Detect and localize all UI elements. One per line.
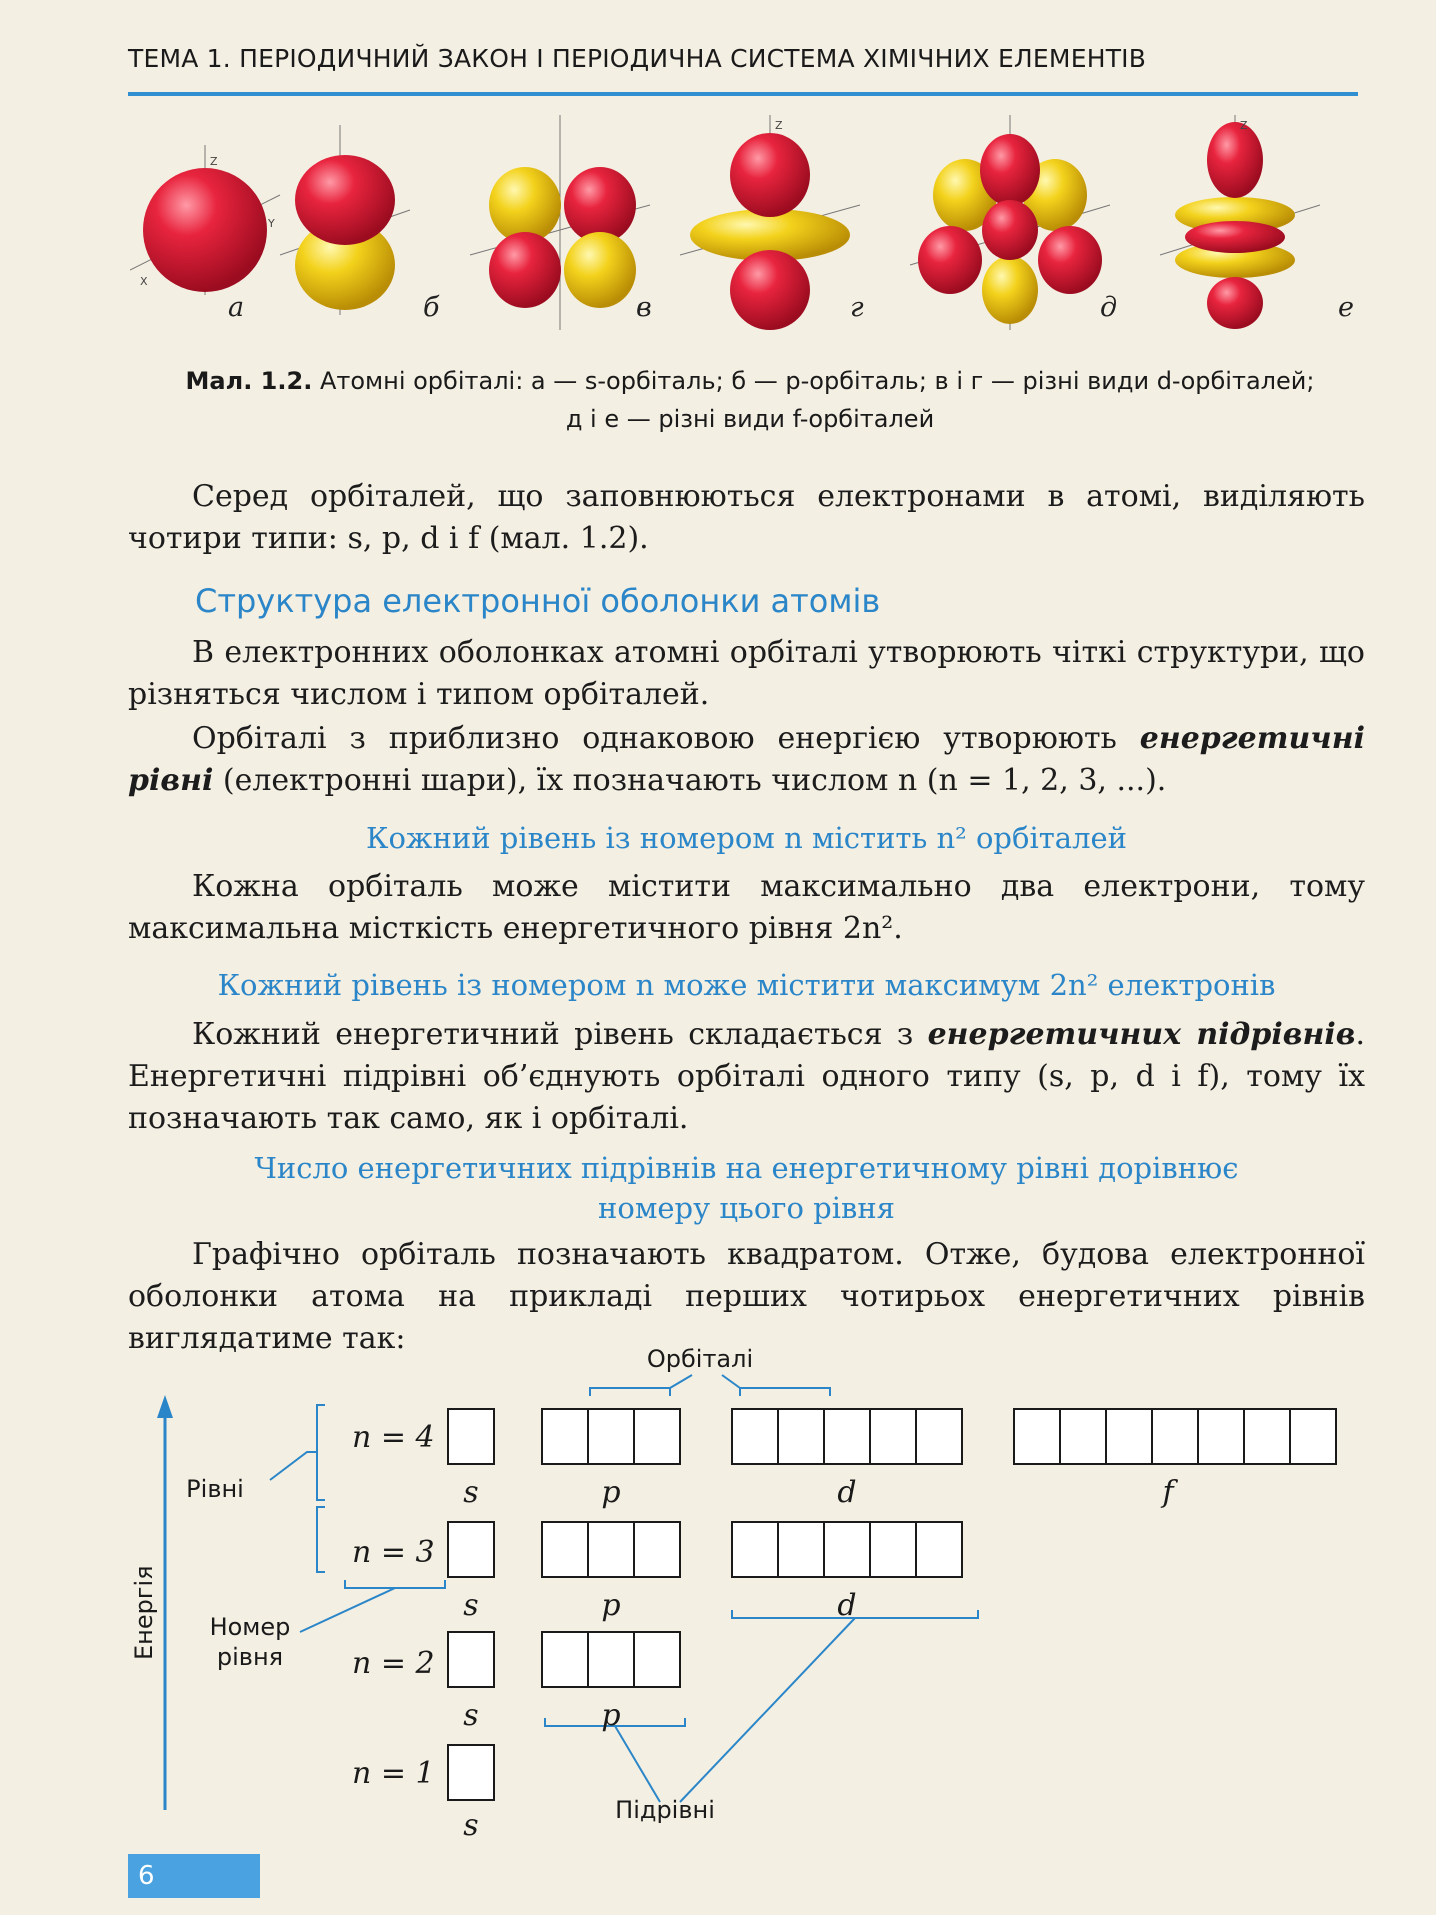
level-label-n4: n = 4 bbox=[352, 1420, 435, 1455]
paragraph-4-text: Кожна орбіталь може містити максимально два електрони, тому максимальна місткість енергетичного рівня 2n². bbox=[128, 869, 1365, 946]
orbital-box bbox=[588, 1409, 634, 1464]
orbital-box bbox=[634, 1632, 680, 1687]
running-header: ТЕМА 1. ПЕРІОДИЧНИЙ ЗАКОН І ПЕРІОДИЧНА СИСТЕМА ХІМІЧНИХ ЕЛЕМЕНТІВ bbox=[128, 44, 1147, 73]
orbital-box bbox=[1290, 1409, 1336, 1464]
rule-3-line-2: номеру цього рівня bbox=[598, 1191, 895, 1225]
paragraph-2 bbox=[128, 632, 1365, 716]
sublevel-letter-s: s bbox=[463, 1698, 479, 1733]
orbital-box bbox=[448, 1745, 494, 1800]
orbital-box bbox=[588, 1522, 634, 1577]
orbital-box bbox=[778, 1409, 824, 1464]
orbital-box bbox=[588, 1632, 634, 1687]
orbital-box bbox=[1014, 1409, 1060, 1464]
paragraph-6-text: Графічно орбіталь позначають квадратом. Отже, будова електронної оболонки атома на прикладі перших чотирьох енергетичних рівнів виглядатиме так: bbox=[128, 1237, 1365, 1356]
d-orbital-image-1 bbox=[489, 167, 636, 308]
orbital-box bbox=[542, 1632, 588, 1687]
sublevel-letter-d: d bbox=[837, 1588, 857, 1623]
caption-line-2: д і е — різні види f-орбіталей bbox=[565, 405, 935, 433]
rule-3 bbox=[128, 1148, 1365, 1228]
paragraph-5 bbox=[128, 1014, 1365, 1140]
rule-3-line-1: Число енергетичних підрівнів на енергетичному рівні дорівнює bbox=[254, 1151, 1239, 1185]
orbital-box bbox=[1060, 1409, 1106, 1464]
caption-label: Мал. 1.2. bbox=[185, 367, 313, 395]
figure-label-d: д bbox=[1100, 292, 1118, 323]
sublevel-letter-p: p bbox=[601, 1588, 621, 1623]
levels-label: Рівні bbox=[186, 1475, 244, 1503]
sublevel-letter-s: s bbox=[463, 1588, 479, 1623]
paragraph-5-text-a: Кожний енергетичний рівень складається з bbox=[192, 1017, 928, 1052]
section-heading: Структура електронної оболонки атомів bbox=[195, 582, 881, 620]
figure-label-v: в bbox=[636, 292, 652, 323]
paragraph-4 bbox=[128, 866, 1365, 950]
orbital-box bbox=[634, 1522, 680, 1577]
level-label-n2: n = 2 bbox=[352, 1646, 435, 1681]
level-number-label-1: Номер bbox=[209, 1613, 291, 1641]
rule-2: Кожний рівень із номером n може містити максимум 2n² електронів bbox=[217, 968, 1276, 1002]
orbital-box bbox=[824, 1409, 870, 1464]
axis-label: Z bbox=[775, 119, 783, 132]
paragraph-2-text: В електронних оболонках атомні орбіталі утворюють чіткі структури, що різняться числом і типом орбіталей. bbox=[128, 635, 1365, 712]
figure-label-b: б bbox=[423, 292, 440, 323]
orbital-box bbox=[1244, 1409, 1290, 1464]
energy-level-diagram bbox=[120, 1340, 1360, 1840]
orbital-box bbox=[916, 1409, 962, 1464]
sublevel-letter-s: s bbox=[463, 1808, 479, 1840]
orbital-box bbox=[448, 1522, 494, 1577]
orbital-box bbox=[824, 1522, 870, 1577]
level-label-n3: n = 3 bbox=[352, 1535, 435, 1570]
d-orbital-image-2 bbox=[690, 133, 850, 330]
orbital-box bbox=[1198, 1409, 1244, 1464]
paragraph-3-text-c: (електронні шари), їх позначають числом n (n = 1, 2, 3, ...). bbox=[213, 763, 1167, 798]
sublevel-letter-p: p bbox=[601, 1475, 621, 1510]
energy-arrow bbox=[157, 1395, 173, 1810]
sublevel-letter-p: p bbox=[601, 1698, 621, 1733]
orbital-box bbox=[448, 1632, 494, 1687]
s-orbital-image bbox=[143, 168, 267, 292]
energy-axis-label: Енергія bbox=[130, 1565, 158, 1660]
rule-1: Кожний рівень із номером n містить n² орбіталей bbox=[366, 821, 1127, 855]
orbital-box bbox=[1106, 1409, 1152, 1464]
paragraph-5-text-c: . Енергетичні підрівні об’єднують орбіталі одного типу (s, p, d і f), тому їх позначають так само, як і орбіталі. bbox=[128, 1017, 1366, 1136]
paragraph-3-text-a: Орбіталі з приблизно однаковою енергією утворюють bbox=[192, 721, 1140, 756]
orbital-box bbox=[542, 1522, 588, 1577]
level-number-label-2: рівня bbox=[216, 1643, 284, 1671]
paragraph-3 bbox=[128, 718, 1365, 802]
orbital-box bbox=[1152, 1409, 1198, 1464]
sublevel-letter-f: f bbox=[1162, 1475, 1174, 1510]
axis-label: Y bbox=[268, 217, 275, 230]
orbital-box bbox=[542, 1409, 588, 1464]
p-orbital-image bbox=[295, 155, 395, 310]
f-orbital-image-2 bbox=[1175, 122, 1295, 329]
orbital-box bbox=[916, 1522, 962, 1577]
header-rule bbox=[128, 92, 1358, 96]
orbital-box bbox=[870, 1522, 916, 1577]
axis-label: Z bbox=[210, 155, 218, 168]
term-energy-levels: енергетичні рівні bbox=[128, 721, 1365, 798]
caption-line-1: Атомні орбіталі: а — s-орбіталь; б — p-орбіталь; в і г — різні види d-орбіталей; bbox=[312, 367, 1315, 395]
orbital-box bbox=[634, 1409, 680, 1464]
paragraph-1-text: Серед орбіталей, що заповнюються електронами в атомі, виділяють чотири типи: s, p, d і f (мал. 1.2). bbox=[128, 479, 1365, 556]
f-orbital-image-1 bbox=[918, 134, 1102, 324]
figure-label-a: а bbox=[228, 292, 245, 323]
orbital-box bbox=[778, 1522, 824, 1577]
sublevel-letter-s: s bbox=[463, 1475, 479, 1510]
orbital-box bbox=[732, 1522, 778, 1577]
orbital-box bbox=[732, 1409, 778, 1464]
term-energy-sublevels: енергетичних підрівнів bbox=[927, 1017, 1356, 1052]
orbitals-label: Орбіталі bbox=[646, 1345, 754, 1373]
axis-label: Z bbox=[1240, 119, 1248, 132]
level-label-n1: n = 1 bbox=[352, 1756, 435, 1791]
figure-label-h: г bbox=[850, 292, 864, 323]
orbital-box bbox=[870, 1409, 916, 1464]
orbital-box bbox=[448, 1409, 494, 1464]
page-number: 6 bbox=[128, 1854, 260, 1898]
figure-label-e: е bbox=[1338, 292, 1354, 323]
sublevel-letter-d: d bbox=[837, 1475, 857, 1510]
orbitals-figure bbox=[130, 115, 1360, 330]
axis-label: X bbox=[140, 275, 148, 288]
sublevels-label: Підрівні bbox=[615, 1796, 715, 1824]
paragraph-1 bbox=[128, 476, 1365, 560]
figure-caption bbox=[140, 362, 1360, 438]
